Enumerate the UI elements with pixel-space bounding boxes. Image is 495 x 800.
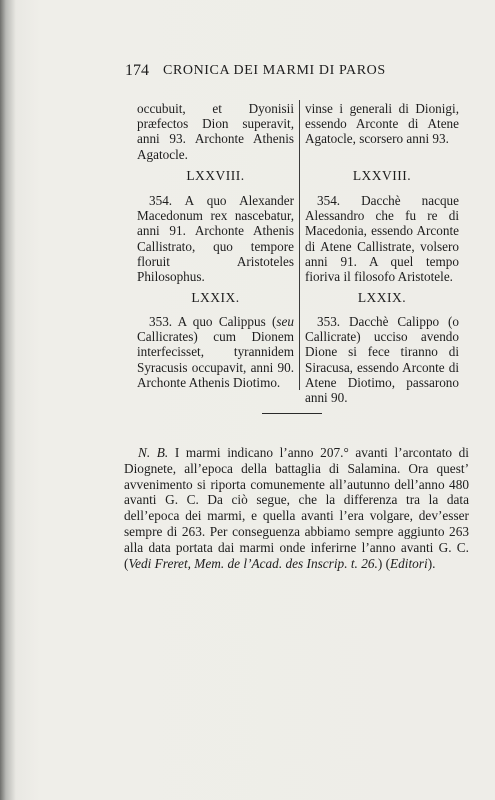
italian-section-title-78: LXXVIII. (352, 168, 412, 183)
footnote-label: N. B. (138, 445, 169, 460)
page-number: 174 (125, 62, 149, 79)
latin-section-79-text: 353. A quo Calippus (seu Callicrates) cum Dionem interfecisset, tyrannidem Syracusis occupavit, anni 90. Archonte Athenis Diotimo. (137, 314, 294, 390)
latin-section-79 (137, 314, 294, 390)
footnote-reference: Vedi Freret, Mem. de l’Acad. des Inscrip. t. 26. (128, 555, 378, 571)
latin-section-78 (137, 193, 294, 284)
italian-intro-text: vinse i generali di Dionigi, essendo Arconte di Atene Agatocle, scorsero anni 93. (305, 101, 459, 147)
right-intro (305, 101, 459, 147)
italian-section-title-79: LXXIX. (357, 290, 407, 305)
running-head (125, 62, 445, 84)
italian-section-78-text: 354. Dacchè nacque Alessandro che fu re di Macedonia, essendo Arconte di Atene Callistrate, volsero anni 91. A quel tempo fioriva il filosofo Aristotele. (305, 193, 459, 285)
italian-section-78 (305, 193, 459, 284)
footnote-editors: Editori (390, 555, 428, 571)
footnote (124, 445, 469, 571)
left-intro (137, 101, 294, 162)
latin-section-78-text: 354. A quo Alexander Macedonum rex nascebatur, anni 91. Archonte Athenis Callistrato, quo tempore floruit Aristoteles Philosophus. (137, 193, 294, 285)
footnote-text: N. B. I marmi indicano l’anno 207.° avanti l’arcontato di Diognete, all’epoca della battaglia di Salamina. Ora quest’ avvenimento si riporta comunemente all’autunno dell’anno 480 avanti G. C. Da ciò segue, che la differenza tra la data dell’epoca dei marmi, e quella avanti l’era volgare, dev’esser sempre di 263. Per conseguenza abbiamo sempre aggiunto 263 alla data portata dai marmi onde inferirne l’anno avanti G. C. (Vedi Freret, Mem. de l’Acad. des Inscrip. t. 26.) (Editori). (124, 445, 469, 571)
italian-section-79 (305, 314, 459, 405)
italian-section-79-text: 353. Dacchè Calippo (o Callicrate) ucciso avendo Dione si fece tiranno di Siracusa, essendo Arconte di Atene Diotimo, passarono anni 90. (305, 314, 459, 406)
page-title: CRONICA DEI MARMI DI PAROS (163, 63, 386, 78)
column-divider (299, 100, 300, 390)
latin-section-title-79: LXXIX. (191, 290, 240, 305)
latin-section-title-78: LXXVIII. (186, 168, 245, 183)
latin-intro-text: occubuit, et Dyonisii præfectos Dion superavit, anni 93. Archonte Athenis Agatocle. (137, 101, 294, 162)
section-divider (262, 413, 322, 414)
